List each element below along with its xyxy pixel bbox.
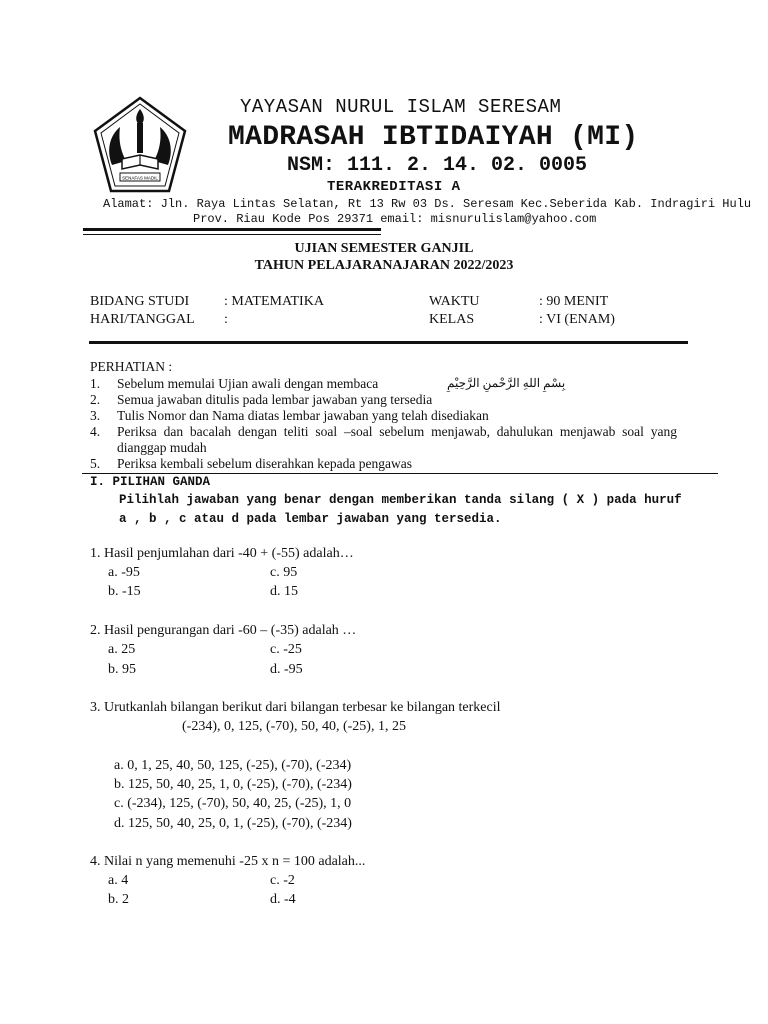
notice-item-1: Sebelum memulai Ujian awali dengan membaca bbox=[117, 376, 379, 391]
header-rule-thick bbox=[83, 228, 381, 231]
q1-option-a: a. -95 bbox=[108, 565, 140, 580]
address-line-1: Alamat: Jln. Raya Lintas Selatan, Rt 13 Rw 03 Ds. Seresam Kec.Seberida Kab. Indragiri Hulu bbox=[103, 197, 752, 211]
question-4: 4. Nilai n yang memenuhi -25 x n = 100 adalah... bbox=[90, 854, 366, 869]
q2-option-c: c. -25 bbox=[270, 642, 302, 657]
notice-num-4: 4. bbox=[90, 424, 101, 439]
q4-option-c: c. -2 bbox=[270, 873, 295, 888]
time-label: WAKTU bbox=[429, 294, 480, 309]
q4-option-d: d. -4 bbox=[270, 892, 296, 907]
notice-num-3: 3. bbox=[90, 408, 101, 423]
notice-item-4-cont: dianggap mudah bbox=[117, 440, 207, 455]
info-rule bbox=[89, 341, 688, 344]
class-label: KELAS bbox=[429, 312, 475, 327]
q1-option-d: d. 15 bbox=[270, 584, 298, 599]
q3-sequence: (-234), 0, 125, (-70), 50, 40, (-25), 1, 25 bbox=[182, 719, 406, 734]
q4-option-a: a. 4 bbox=[108, 873, 129, 888]
notice-num-5: 5. bbox=[90, 456, 101, 471]
question-3: 3. Urutkanlah bilangan berikut dari bilangan terbesar ke bilangan terkecil bbox=[90, 700, 501, 715]
notice-item-2: Semua jawaban ditulis pada lembar jawaban yang tersedia bbox=[117, 392, 433, 407]
class-value: : VI (ENAM) bbox=[539, 312, 615, 327]
q1-option-c: c. 95 bbox=[270, 565, 298, 580]
notice-num-2: 2. bbox=[90, 392, 101, 407]
foundation-name: YAYASAN NURUL ISLAM SERESAM bbox=[240, 96, 562, 118]
notice-item-4: Periksa dan bacalah dengan teliti soal –soal sebelum menjawab, dahulukan menjawab soal yang bbox=[117, 424, 677, 439]
q3-option-a: a. 0, 1, 25, 40, 50, 125, (-25), (-70), (-234) bbox=[114, 758, 352, 773]
q3-option-d: d. 125, 50, 40, 25, 0, 1, (-25), (-70), (-234) bbox=[114, 816, 352, 831]
section-title: I. PILIHAN GANDA bbox=[90, 475, 211, 489]
subject-value: : MATEMATIKA bbox=[224, 294, 324, 309]
question-2: 2. Hasil pengurangan dari -60 – (-35) adalah … bbox=[90, 623, 357, 638]
section-instruction-1: Pilihlah jawaban yang benar dengan memberikan tanda silang ( X ) pada huruf bbox=[119, 493, 682, 507]
notice-num-1: 1. bbox=[90, 376, 101, 391]
header-rule-thin bbox=[83, 234, 381, 235]
date-value: : bbox=[224, 312, 228, 327]
q2-option-a: a. 25 bbox=[108, 642, 136, 657]
accreditation: TERAKREDITASI A bbox=[327, 179, 461, 195]
exam-title: UJIAN SEMESTER GANJIL bbox=[294, 241, 474, 256]
notice-rule bbox=[82, 473, 718, 474]
exam-year: TAHUN PELAJARANAJARAN 2022/2023 bbox=[254, 258, 514, 273]
q1-option-b: b. -15 bbox=[108, 584, 141, 599]
q2-option-b: b. 95 bbox=[108, 662, 136, 677]
notice-item-5: Periksa kembali sebelum diserahkan kepada pengawas bbox=[117, 456, 413, 471]
nsm-number: NSM: 111. 2. 14. 02. 0005 bbox=[287, 154, 588, 177]
subject-label: BIDANG STUDI bbox=[90, 294, 190, 309]
q3-option-c: c. (-234), 125, (-70), 50, 40, 25, (-25), 1, 0 bbox=[114, 796, 352, 811]
notice-heading: PERHATIAN : bbox=[90, 359, 173, 374]
date-label: HARI/TANGGAL bbox=[90, 312, 195, 327]
notice-item-3: Tulis Nomor dan Nama diatas lembar jawaban yang telah disediakan bbox=[117, 408, 489, 423]
time-value: : 90 MENIT bbox=[539, 294, 609, 309]
section-instruction-2: a , b , c atau d pada lembar jawaban yang tersedia. bbox=[119, 512, 502, 526]
school-name: MADRASAH IBTIDAIYAH (MI) bbox=[228, 122, 639, 153]
question-1: 1. Hasil penjumlahan dari -40 + (-55) adalah… bbox=[90, 546, 354, 561]
q2-option-d: d. -95 bbox=[270, 662, 303, 677]
address-line-2: Prov. Riau Kode Pos 29371 email: misnurulislam@yahoo.com bbox=[193, 212, 597, 226]
q3-option-b: b. 125, 50, 40, 25, 1, 0, (-25), (-70), (-234) bbox=[114, 777, 352, 792]
logo-banner-text: SENAFAS MADIL bbox=[122, 175, 158, 181]
basmalah: بِسْمِ اللهِ الرَّحْمنِ الرَّحِيْمِ bbox=[447, 376, 566, 390]
q4-option-b: b. 2 bbox=[108, 892, 129, 907]
school-logo bbox=[92, 95, 188, 195]
